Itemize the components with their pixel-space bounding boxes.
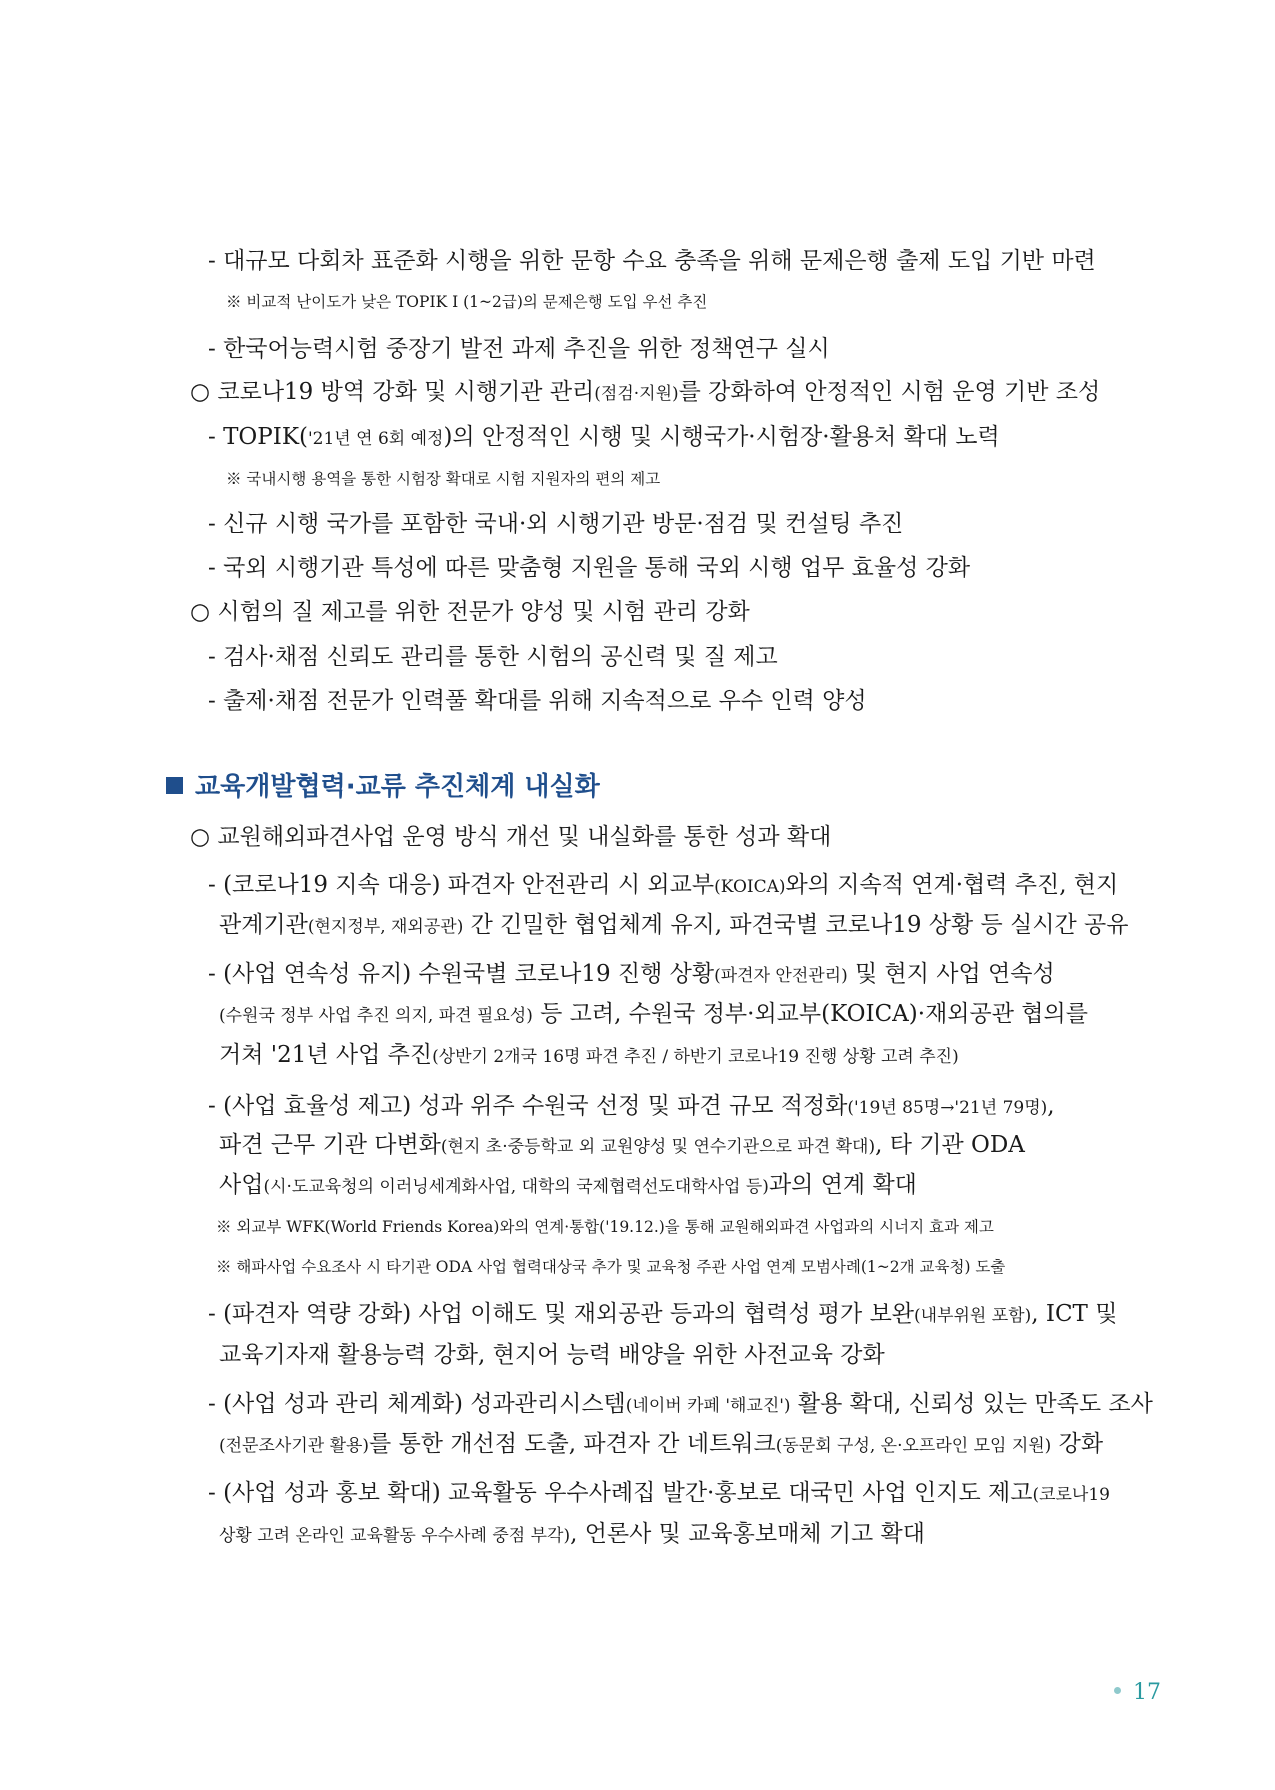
note: ※ 외교부 WFK(World Friends Korea)와의 연계·통합('19.12.)을 통해 교원해외파견 사업과의 시너지 효과 제고: [216, 1218, 994, 1236]
bullet-circle: ○ 코로나19 방역 강화 및 시행기관 관리(점검·지원)를 강화하여 안정적인 시험 운영 기반 조성: [190, 379, 1101, 405]
bullet-dash: - 한국어능력시험 중장기 발전 과제 추진을 위한 정책연구 실시: [208, 336, 830, 362]
continuation-line: (수원국 정부 사업 추진 의지, 파견 필요성) 등 고려, 수원국 정부·외교부(KOICA)·재외공관 협의를: [219, 1001, 1088, 1027]
continuation-line: 파견 근무 기관 다변화(현지 초·중등학교 외 교원양성 및 연수기관으로 파견 확대), 타 기관 ODA: [219, 1132, 1025, 1158]
bullet-dash: - 출제·채점 전문가 인력풀 확대를 위해 지속적으로 우수 인력 양성: [208, 688, 867, 714]
continuation-line: 거쳐 '21년 사업 추진(상반기 2개국 16명 파견 추진 / 하반기 코로나19 진행 상황 고려 추진): [219, 1042, 959, 1068]
continuation-line: 관계기관(현지정부, 재외공관) 간 긴밀한 협업체계 유지, 파견국별 코로나19 상황 등 실시간 공유: [219, 912, 1129, 938]
bullet-dash: - 대규모 다회차 표준화 시행을 위한 문항 수요 충족을 위해 문제은행 출제 도입 기반 마련: [208, 248, 1096, 274]
square-bullet-icon: [166, 777, 183, 794]
bullet-dash: - (사업 성과 관리 체계화) 성과관리시스템(네이버 카페 '해교진') 활용 확대, 신뢰성 있는 만족도 조사: [208, 1391, 1153, 1417]
bullet-dash: - TOPIK('21년 연 6회 예정)의 안정적인 시행 및 시행국가·시험장·활용처 확대 노력: [208, 424, 1000, 450]
bullet-circle: ○ 시험의 질 제고를 위한 전문가 양성 및 시험 관리 강화: [190, 599, 750, 625]
dot-icon: [1114, 1687, 1121, 1694]
section-heading: 교육개발협력·교류 추진체계 내실화: [166, 766, 600, 803]
note: ※ 비교적 난이도가 낮은 TOPIK I (1~2급)의 문제은행 도입 우선 추진: [226, 293, 708, 311]
bullet-dash: - 검사·채점 신뢰도 관리를 통한 시험의 공신력 및 질 제고: [208, 644, 778, 670]
continuation-line: 상황 고려 온라인 교육활동 우수사례 중점 부각), 언론사 및 교육홍보매체 기고 확대: [219, 1521, 925, 1547]
bullet-dash: - (코로나19 지속 대응) 파견자 안전관리 시 외교부(KOICA)와의 지속적 연계·협력 추진, 현지: [208, 872, 1119, 898]
note: ※ 해파사업 수요조사 시 타기관 ODA 사업 협력대상국 추가 및 교육청 주관 사업 연계 모범사례(1~2개 교육청) 도출: [216, 1258, 1006, 1276]
bullet-dash: - 국외 시행기관 특성에 따른 맞춤형 지원을 통해 국외 시행 업무 효율성 강화: [208, 555, 971, 581]
bullet-dash: - (사업 연속성 유지) 수원국별 코로나19 진행 상황(파견자 안전관리) 및 현지 사업 연속성: [208, 961, 1055, 987]
bullet-dash: - (사업 성과 홍보 확대) 교육활동 우수사례집 발간·홍보로 대국민 사업 인지도 제고(코로나19: [208, 1480, 1110, 1506]
bullet-dash: - (파견자 역량 강화) 사업 이해도 및 재외공관 등과의 협력성 평가 보완(내부위원 포함), ICT 및: [208, 1301, 1118, 1327]
bullet-dash: - (사업 효율성 제고) 성과 위주 수원국 선정 및 파견 규모 적정화('19년 85명→'21년 79명),: [208, 1093, 1055, 1119]
bullet-dash: - 신규 시행 국가를 포함한 국내·외 시행기관 방문·점검 및 컨설팅 추진: [208, 511, 904, 537]
continuation-line: 교육기자재 활용능력 강화, 현지어 능력 배양을 위한 사전교육 강화: [219, 1342, 885, 1368]
note: ※ 국내시행 용역을 통한 시험장 확대로 시험 지원자의 편의 제고: [226, 470, 661, 488]
continuation-line: 사업(시·도교육청의 이러닝세계화사업, 대학의 국제협력선도대학사업 등)과의 연계 확대: [219, 1172, 917, 1198]
continuation-line: (전문조사기관 활용)를 통한 개선점 도출, 파견자 간 네트워크(동문회 구성, 온·오프라인 모임 지원) 강화: [219, 1431, 1104, 1457]
page-number: 17: [1114, 1680, 1161, 1705]
bullet-circle: ○ 교원해외파견사업 운영 방식 개선 및 내실화를 통한 성과 확대: [190, 824, 832, 850]
